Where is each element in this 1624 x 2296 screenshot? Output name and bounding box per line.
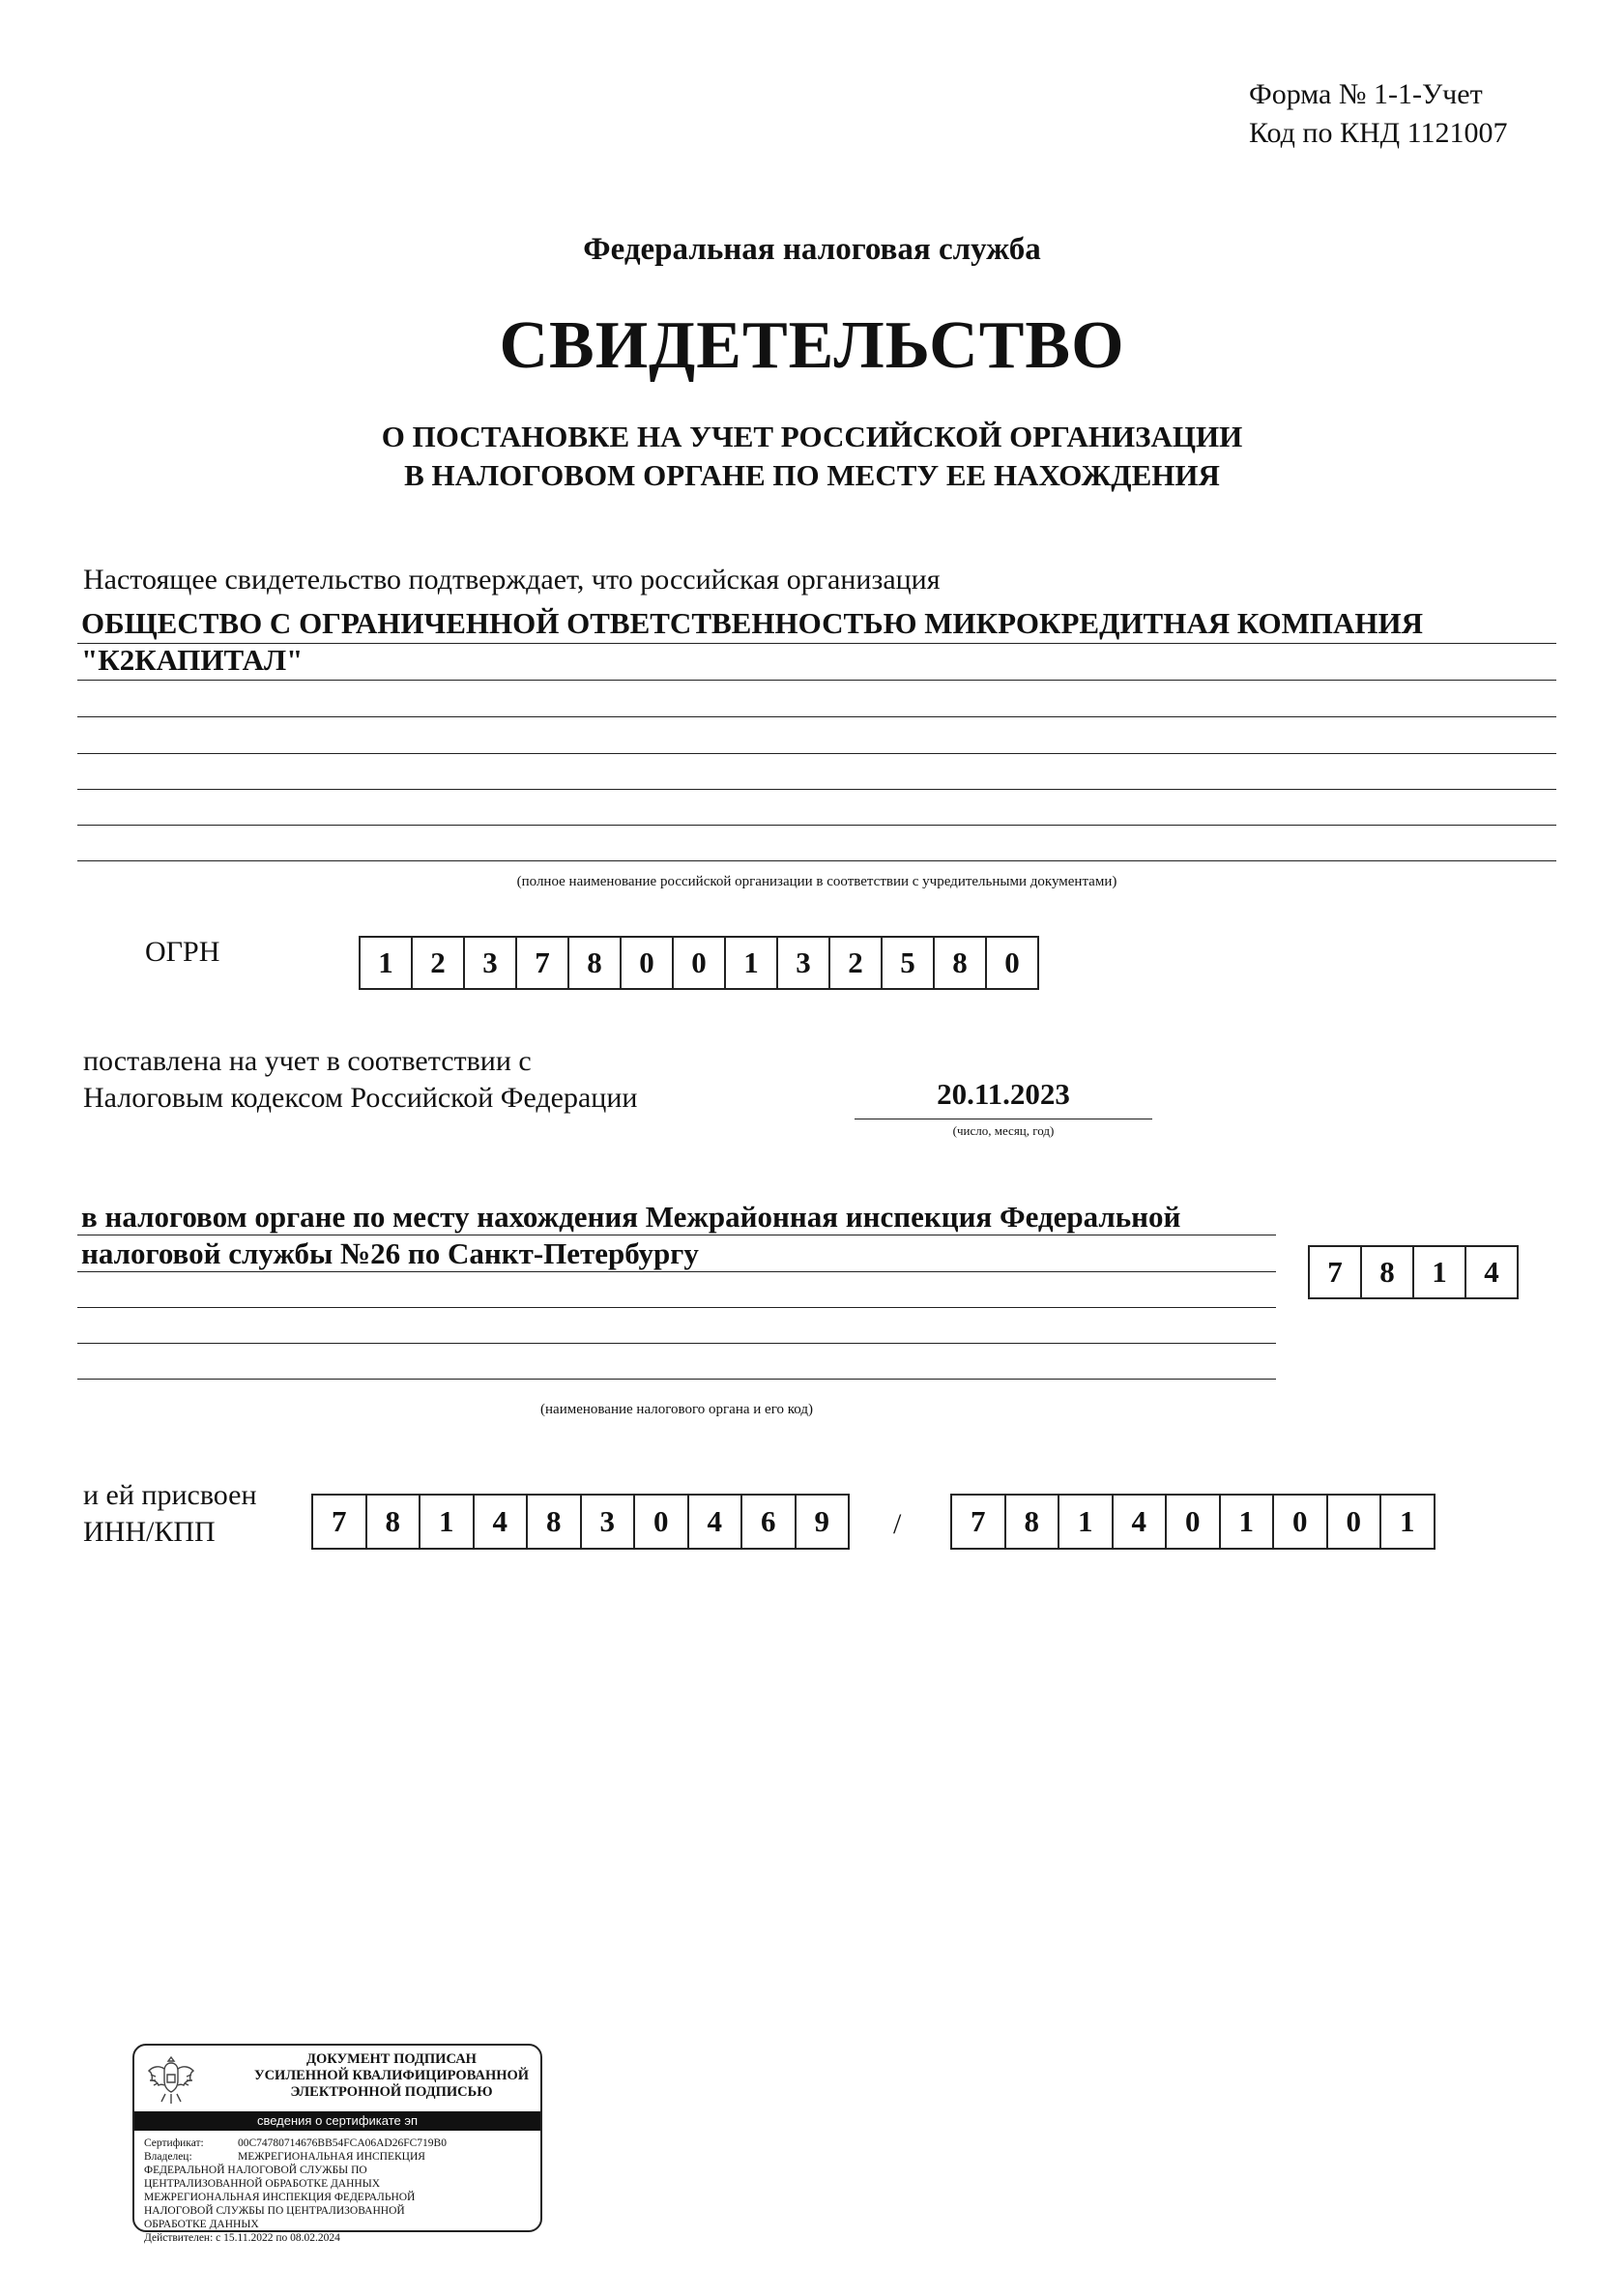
page-title: СВИДЕТЕЛЬСТВО	[499, 308, 1125, 383]
name-underline-2	[77, 680, 1556, 681]
authority-code-digit: 8	[1360, 1247, 1412, 1297]
validity-period: Действителен: с 15.11.2022 по 08.02.2024	[144, 2232, 340, 2244]
stamp-heading-line-2: УСИЛЕННОЙ КВАЛИФИЦИРОВАННОЙ	[253, 2068, 530, 2083]
knd-code: Код по КНД 1121007	[1249, 117, 1508, 149]
name-underline-5	[77, 789, 1556, 790]
name-underline-6	[77, 825, 1556, 826]
ogrn-digit: 1	[378, 945, 393, 979]
kpp-digit: 1	[1379, 1496, 1434, 1548]
inn-digit: 8	[526, 1496, 580, 1548]
stamp-heading	[248, 2051, 535, 2101]
ogrn-digit: 0	[620, 938, 672, 988]
ogrn-cells	[359, 936, 1039, 990]
authority-underline-2	[77, 1271, 1276, 1272]
authority-underline-3	[77, 1307, 1276, 1308]
inn-cells	[311, 1494, 850, 1550]
kpp-digit: 4	[1112, 1496, 1166, 1548]
name-underline-1	[77, 643, 1556, 644]
date-caption: (число, месяц, год)	[952, 1123, 1055, 1138]
kpp-digit: 1	[1058, 1496, 1112, 1548]
registration-text-line-1: поставлена на учет в соответствии с	[83, 1045, 532, 1077]
ogrn-digit: 5	[881, 938, 933, 988]
inn-digit: 4	[473, 1496, 527, 1548]
organization-name-line-1: ОБЩЕСТВО С ОГРАНИЧЕННОЙ ОТВЕТСТВЕННОСТЬЮ МИКРОКРЕДИТНАЯ КОМПАНИЯ	[81, 606, 1424, 640]
inn-kpp-separator: /	[893, 1508, 902, 1540]
certificate-details	[144, 2136, 535, 2245]
inn-kpp-label-line-1: и ей присвоен	[83, 1479, 257, 1511]
inn-digit: 1	[419, 1496, 473, 1548]
kpp-digit: 8	[1004, 1496, 1058, 1548]
form-number: Форма № 1-1-Учет	[1249, 78, 1483, 110]
authority-underline-5	[77, 1379, 1276, 1380]
inn-digit: 6	[740, 1496, 795, 1548]
owner-line-4: МЕЖРЕГИОНАЛЬНАЯ ИНСПЕКЦИЯ ФЕДЕРАЛЬНОЙ	[144, 2192, 416, 2203]
owner-line-5: НАЛОГОВОЙ СЛУЖБЫ ПО ЦЕНТРАЛИЗОВАННОЙ	[144, 2205, 405, 2217]
kpp-digit: 0	[1165, 1496, 1219, 1548]
certificate-label: Сертификат:	[144, 2137, 204, 2149]
owner-line-2: ФЕДЕРАЛЬНОЙ НАЛОГОВОЙ СЛУЖБЫ ПО	[144, 2165, 367, 2176]
inn-digit: 8	[365, 1496, 420, 1548]
kpp-digit: 1	[1219, 1496, 1273, 1548]
tax-authority-code-cells	[1308, 1245, 1519, 1299]
ogrn-digit: 7	[515, 938, 567, 988]
ogrn-digit: 3	[776, 938, 828, 988]
certificate-value: 00C74780714676BB54FCA06AD26FC719B0	[238, 2137, 447, 2149]
coat-of-arms-icon	[142, 2051, 200, 2107]
name-underline-3	[77, 716, 1556, 717]
authority-code-digit: 1	[1412, 1247, 1464, 1297]
subtitle-line-1: О ПОСТАНОВКЕ НА УЧЕТ РОССИЙСКОЙ ОРГАНИЗАЦИИ	[381, 420, 1243, 453]
tax-authority-caption: (наименование налогового органа и его код)	[540, 1402, 813, 1417]
name-underline-4	[77, 753, 1556, 754]
kpp-digit: 7	[971, 1504, 986, 1538]
stamp-heading-line-1: ДОКУМЕНТ ПОДПИСАН	[306, 2051, 477, 2067]
inn-kpp-label-line-2: ИНН/КПП	[83, 1516, 216, 1548]
inn-digit: 0	[633, 1496, 687, 1548]
owner-row	[144, 2150, 535, 2164]
kpp-digit: 0	[1326, 1496, 1380, 1548]
authority-underline-4	[77, 1343, 1276, 1344]
page-subtitle	[0, 418, 1624, 495]
authority-code-digit: 7	[1327, 1255, 1343, 1289]
ogrn-digit: 8	[567, 938, 620, 988]
form-code-block	[1249, 75, 1508, 153]
ogrn-digit: 2	[411, 938, 463, 988]
inn-digit: 9	[795, 1496, 849, 1548]
inn-digit: 4	[687, 1496, 741, 1548]
signature-stamp	[132, 2044, 542, 2244]
agency-name: Федеральная налоговая служба	[583, 232, 1041, 267]
intro-text: Настоящее свидетельство подтверждает, что российская организация	[83, 564, 941, 596]
registration-text-line-2: Налоговым кодексом Российской Федерации	[83, 1082, 638, 1114]
ogrn-digit: 0	[672, 938, 724, 988]
certificate-info-bar: сведения о сертификате эп	[134, 2111, 540, 2131]
tax-authority-line-1: в налоговом органе по месту нахождения Межрайонная инспекция Федеральной	[81, 1200, 1181, 1234]
organization-caption: (полное наименование российской организации в соответствии с учредительными документами)	[516, 874, 1117, 889]
ogrn-digit: 8	[933, 938, 985, 988]
inn-digit: 7	[332, 1504, 347, 1538]
owner-line-6: ОБРАБОТКЕ ДАННЫХ	[144, 2219, 259, 2230]
owner-line-1: МЕЖРЕГИОНАЛЬНАЯ ИНСПЕКЦИЯ	[238, 2151, 425, 2163]
owner-line-3: ЦЕНТРАЛИЗОВАННОЙ ОБРАБОТКЕ ДАННЫХ	[144, 2178, 381, 2190]
authority-code-digit: 4	[1464, 1247, 1517, 1297]
inn-digit: 3	[580, 1496, 634, 1548]
ogrn-digit: 3	[463, 938, 515, 988]
name-underline-7	[77, 860, 1556, 861]
stamp-heading-line-3: ЭЛЕКТРОННОЙ ПОДПИСЬЮ	[290, 2084, 493, 2100]
tax-authority-line-2: налоговой службы №26 по Санкт-Петербургу	[81, 1236, 699, 1270]
registration-date: 20.11.2023	[937, 1077, 1070, 1111]
kpp-digit: 0	[1272, 1496, 1326, 1548]
ogrn-digit: 2	[828, 938, 881, 988]
organization-name-line-2: "К2КАПИТАЛ"	[81, 643, 304, 677]
ogrn-digit: 1	[724, 938, 776, 988]
ogrn-digit: 0	[985, 938, 1037, 988]
kpp-cells	[950, 1494, 1436, 1550]
ogrn-label: ОГРН	[145, 936, 220, 968]
certificate-row	[144, 2136, 535, 2150]
subtitle-line-2: В НАЛОГОВОМ ОРГАНЕ ПО МЕСТУ ЕЕ НАХОЖДЕНИЯ	[404, 458, 1220, 492]
owner-label: Владелец:	[144, 2151, 192, 2163]
